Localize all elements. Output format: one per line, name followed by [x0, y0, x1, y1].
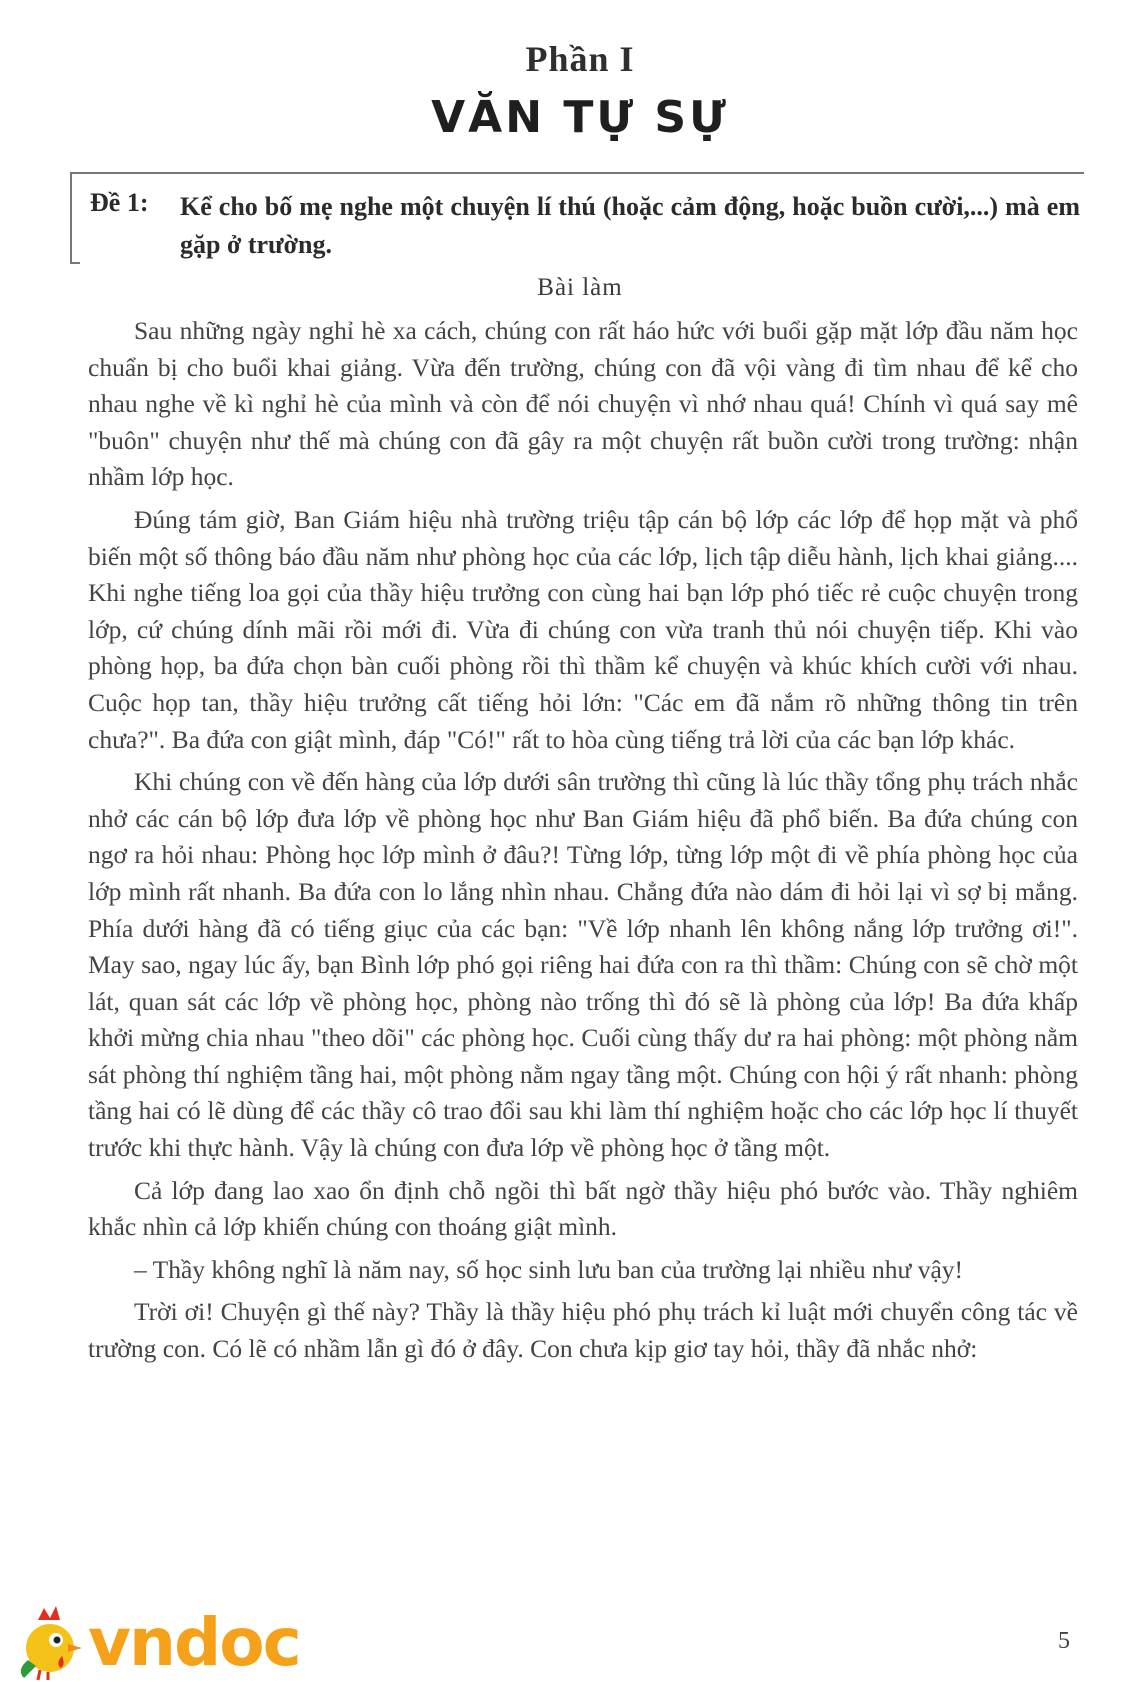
paragraph: Trời ơi! Chuyện gì thế này? Thầy là thầy hiệu phó phụ trách kỉ luật mới chuyển công tác về trường con. Có lẽ có nhầm lẫn gì đó ở đây. Con chưa kịp giơ tay hỏi, thầy đã nhắc nhở:	[88, 1297, 1078, 1364]
paragraph: Sau những ngày nghỉ hè xa cách, chúng con rất háo hức với buổi gặp mặt lớp đầu năm học chuẩn bị cho buổi khai giảng. Vừa đến trường, chúng con đã vội vàng đi tìm nhau để kể cho nhau nghe về kì nghỉ hè của mình và còn để nói chuyện vì nhớ nhau quá! Chính vì quá say mê "buôn" chuyện như thế mà chúng con đã gây ra một chuyện rất buồn cười trong trường: nhận nhầm lớp học.	[88, 316, 1078, 492]
prompt-lead: Đề 1:	[90, 188, 149, 217]
paragraph: – Thầy không nghĩ là năm nay, số học sinh lưu ban của trường lại nhiều như vậy!	[134, 1254, 963, 1284]
paragraph: Đúng tám giờ, Ban Giám hiệu nhà trường triệu tập cán bộ lớp các lớp để họp mặt và phổ biến một số thông báo đầu năm như phòng học của các lớp, lịch tập diễu hành, lịch khai giảng.... Khi nghe tiếng loa gọi của thầy hiệu trưởng con cùng hai bạn lớp phó tiếc rẻ cuộc chuyện trong lớp, cứ chúng dính mãi rồi mới đi. Vừa đi chúng con vừa tranh thủ nói chuyện tiếp. Khi vào phòng họp, ba đứa chọn bàn cuối phòng rồi thì thầm kể chuyện và khúc khích cười với nhau. Cuộc họp tan, thầy hiệu trưởng cất tiếng hỏi lớn: "Các em đã nắm rõ những thông tin trên chưa?". Ba đứa con giật mình, đáp "Có!" rất to hòa cùng tiếng trả lời của các bạn lớp khác.	[88, 504, 1078, 754]
paragraph: Khi chúng con về đến hàng của lớp dưới sân trường thì cũng là lúc thầy tổng phụ trách nhắc nhở các cán bộ lớp đưa lớp về phòng học như Ban Giám hiệu đã phổ biến. Ba đứa chúng con ngơ ra hỏi nhau: Phòng học lớp mình ở đâu?! Từng lớp, từng lớp một đi về phía phòng học của lớp mình rất nhanh. Ba đứa con lo lắng nhìn nhau. Chẳng đứa nào dám đi hỏi lại vì sợ bị mắng. Phía dưới hàng đã có tiếng giục của các bạn: "Về lớp nhanh lên không nắng lớp trưởng ơi!". May sao, ngay lúc ấy, bạn Bình lớp phó gọi riêng hai đứa con ra thì thầm: Chúng con sẽ chờ một lát, quan sát các lớp về phòng học, phòng nào trống thì đó sẽ là phòng của lớp! Ba đứa khấp khởi mừng chia nhau "theo dõi" các phòng học. Cuối cùng thấy dư ra hai phòng: một phòng nằm sát phòng thí nghiệm tầng hai, một phòng nằm ngay tầng một. Chúng con hội ý rất nhanh: phòng tầng hai có lẽ dùng để các thầy cô trao đổi sau khi làm thí nghiệm hoặc cho các lớp học lí thuyết trước khi thực hành. Vậy là chúng con đưa lớp về phòng học ở tầng một.	[88, 767, 1078, 1163]
rooster-mascot-icon	[21, 1606, 82, 1680]
part-label: Phần I	[525, 39, 635, 79]
answer-heading: Bài làm	[537, 274, 623, 301]
page-number: 5	[1058, 1628, 1070, 1654]
part-title: VĂN TỰ SỰ	[431, 92, 729, 143]
paragraph: Cả lớp đang lao xao ổn định chỗ ngồi thì bất ngờ thầy hiệu phó bước vào. Thầy nghiêm khắc nhìn cả lớp khiến chúng con thoáng giật mình.	[88, 1175, 1078, 1242]
essay-body	[88, 313, 1078, 1374]
logo-text: vndoc	[88, 1604, 300, 1681]
prompt-text: Kể cho bố mẹ nghe một chuyện lí thú (hoặc cảm động, hoặc buồn cười,...) mà em gặp ở trường.	[180, 192, 1080, 259]
